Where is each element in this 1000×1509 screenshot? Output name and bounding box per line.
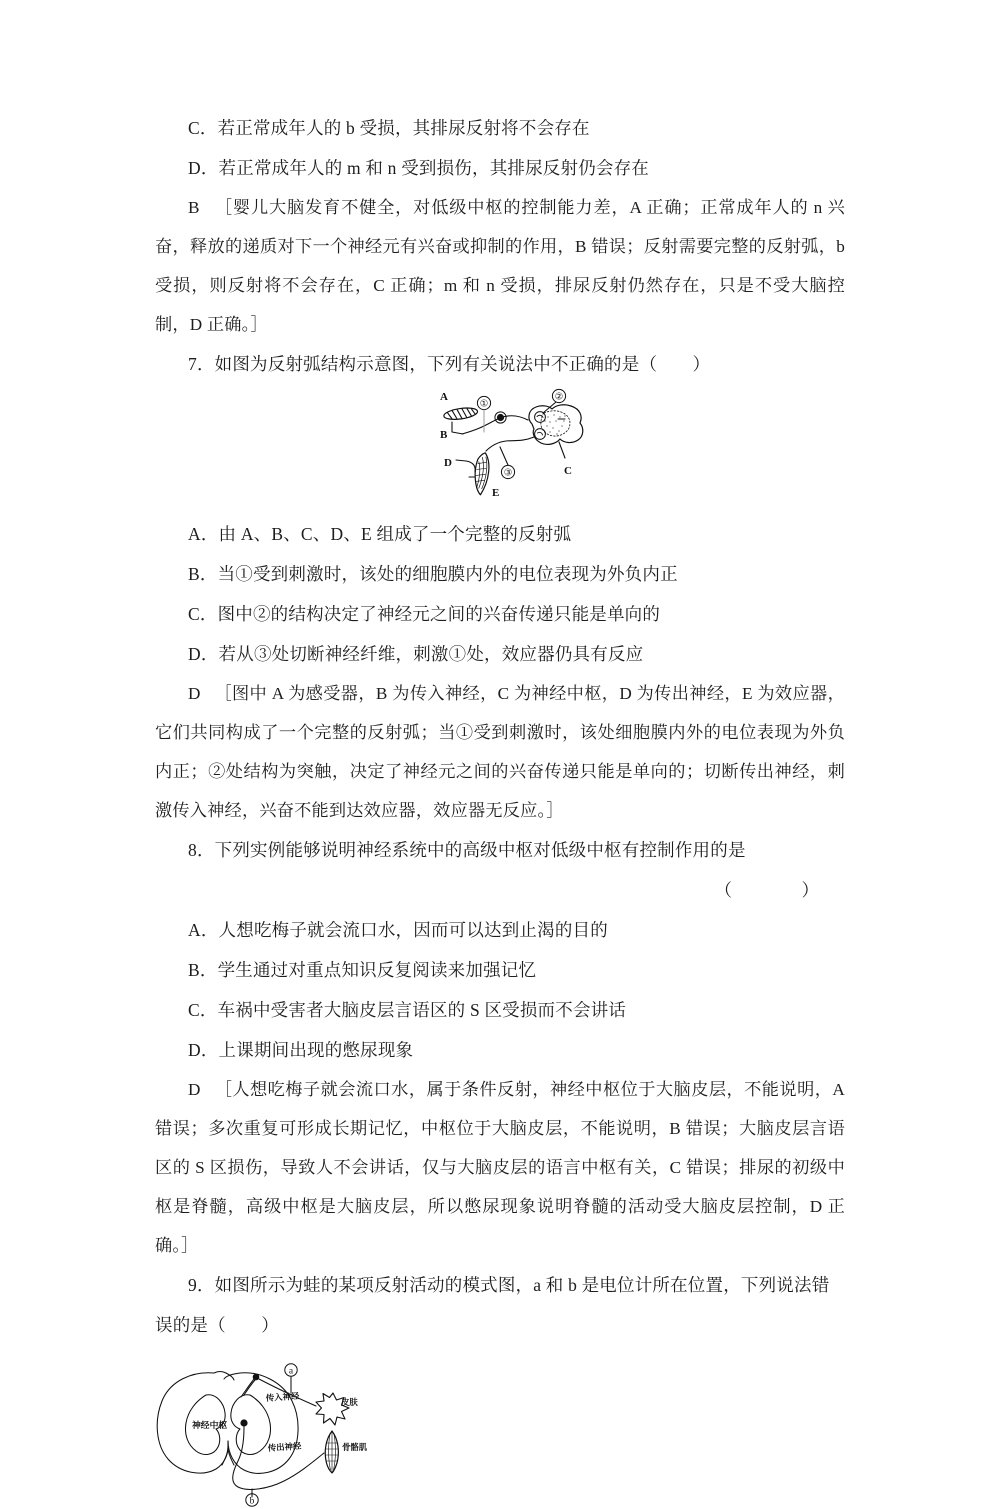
figure1-marker-2: ② bbox=[554, 392, 564, 403]
figure1-marker-3: ③ bbox=[503, 468, 513, 479]
figure2-marker-b: b bbox=[249, 1496, 255, 1507]
q7-answer-tag: D bbox=[188, 684, 201, 703]
q8-option-c: C．车祸中受害者大脑皮层言语区的 S 区受损而不会讲话 bbox=[188, 1000, 627, 1020]
q7-explanation bbox=[155, 674, 845, 830]
q7-option-a: A．由 A、B、C、D、E 组成了一个完整的反射弧 bbox=[188, 524, 572, 544]
q8-answer-paren-row bbox=[155, 870, 845, 910]
q8-option-b: B．学生通过对重点知识反复阅读来加强记忆 bbox=[188, 960, 537, 980]
q7-option-c: C．图中②的结构决定了神经元之间的兴奋传递只能是单向的 bbox=[188, 604, 661, 624]
q6-option-c: C．若正常成年人的 b 受损，其排尿反射将不会存在 bbox=[188, 118, 590, 138]
q6-explanation bbox=[155, 188, 850, 344]
q7-explanation-text: ［图中 A 为感受器，B 为传入神经，C 为神经中枢，D 为传出神经，E 为效应器，它们共同构成了一个完整的反射弧；当①受到刺激时，该处细胞膜内外的电位表现为外负内正；②处结构为突触，决定了神经元之间的兴奋传递只能是单向的；切断传出神经，刺激传入神经，兴奋不能到达效应器，效应器无反应。］ bbox=[155, 684, 845, 820]
figure1-label-B: B bbox=[440, 429, 448, 441]
q8-answer-paren: （ ） bbox=[714, 880, 845, 900]
figure-frog-reflex-container bbox=[155, 1349, 845, 1509]
document-body bbox=[155, 108, 850, 1509]
figure2-label-efferent-nerve: 传出神经 bbox=[267, 1441, 302, 1453]
figure1-label-A: A bbox=[440, 391, 448, 403]
q8-answer-tag: D bbox=[188, 1080, 201, 1099]
figure-reflex-arc bbox=[428, 388, 618, 503]
figure2-label-skin: 皮肤 bbox=[341, 1398, 358, 1407]
q7-stem: 7．如图为反射弧结构示意图，下列有关说法中不正确的是（ ） bbox=[188, 354, 711, 374]
figure2-label-muscle: 骨骼肌 bbox=[342, 1443, 368, 1452]
figure1-label-D: D bbox=[444, 457, 452, 469]
figure1-label-C: C bbox=[564, 465, 572, 477]
figure2-label-afferent-nerve: 传入神经 bbox=[265, 1391, 300, 1403]
figure1-marker-1: ① bbox=[479, 399, 489, 410]
q8-option-a: A．人想吃梅子就会流口水，因而可以达到止渴的目的 bbox=[188, 920, 608, 940]
q9-stem: 9．如图所示为蛙的某项反射活动的模式图，a 和 b 是电位计所在位置，下列说法错误的是（ ） bbox=[155, 1275, 830, 1335]
q8-option-d: D．上课期间出现的憋尿现象 bbox=[188, 1040, 414, 1060]
figure2-marker-a: a bbox=[288, 1366, 294, 1377]
q7-option-b: B．当①受到刺激时，该处的细胞膜内外的电位表现为外负内正 bbox=[188, 564, 678, 584]
q8-stem: 8．下列实例能够说明神经系统中的高级中枢对低级中枢有控制作用的是 bbox=[188, 840, 746, 860]
q8-explanation-text: ［人想吃梅子就会流口水，属于条件反射，神经中枢位于大脑皮层，不能说明，A 错误；多次重复可形成长期记忆，中枢位于大脑皮层，不能说明，B 错误；大脑皮层言语区的 S 区损伤，导致人不会讲话，仅与大脑皮层的语言中枢有关，C 错误；排尿的初级中枢是脊髓，高级中枢是大脑皮层，所以憋尿现象说明脊髓的活动受大脑皮层控制，D 正确。］ bbox=[155, 1080, 850, 1255]
figure-frog-reflex bbox=[148, 1349, 416, 1507]
q6-explanation-text: ［婴儿大脑发育不健全，对低级中枢的控制能力差，A 正确；正常成年人的 n 兴奋，释放的递质对下一个神经元有兴奋或抑制的作用，B 错误；反射需要完整的反射弧，b 受损，则反射将不会存在，C 正确；m 和 n 受损，排尿反射仍然存在，只是不受大脑控制，D 正确。］ bbox=[155, 198, 850, 334]
figure1-label-E: E bbox=[492, 487, 500, 499]
figure2-label-nerve-center: 神经中枢 bbox=[192, 1420, 228, 1430]
q6-answer-tag: B bbox=[188, 198, 200, 217]
figure-reflex-arc-container bbox=[155, 388, 845, 506]
q6-option-d: D．若正常成年人的 m 和 n 受到损伤，其排尿反射仍会存在 bbox=[188, 158, 649, 178]
q8-explanation bbox=[155, 1070, 850, 1265]
q7-option-d: D．若从③处切断神经纤维，刺激①处，效应器仍具有反应 bbox=[188, 644, 644, 664]
